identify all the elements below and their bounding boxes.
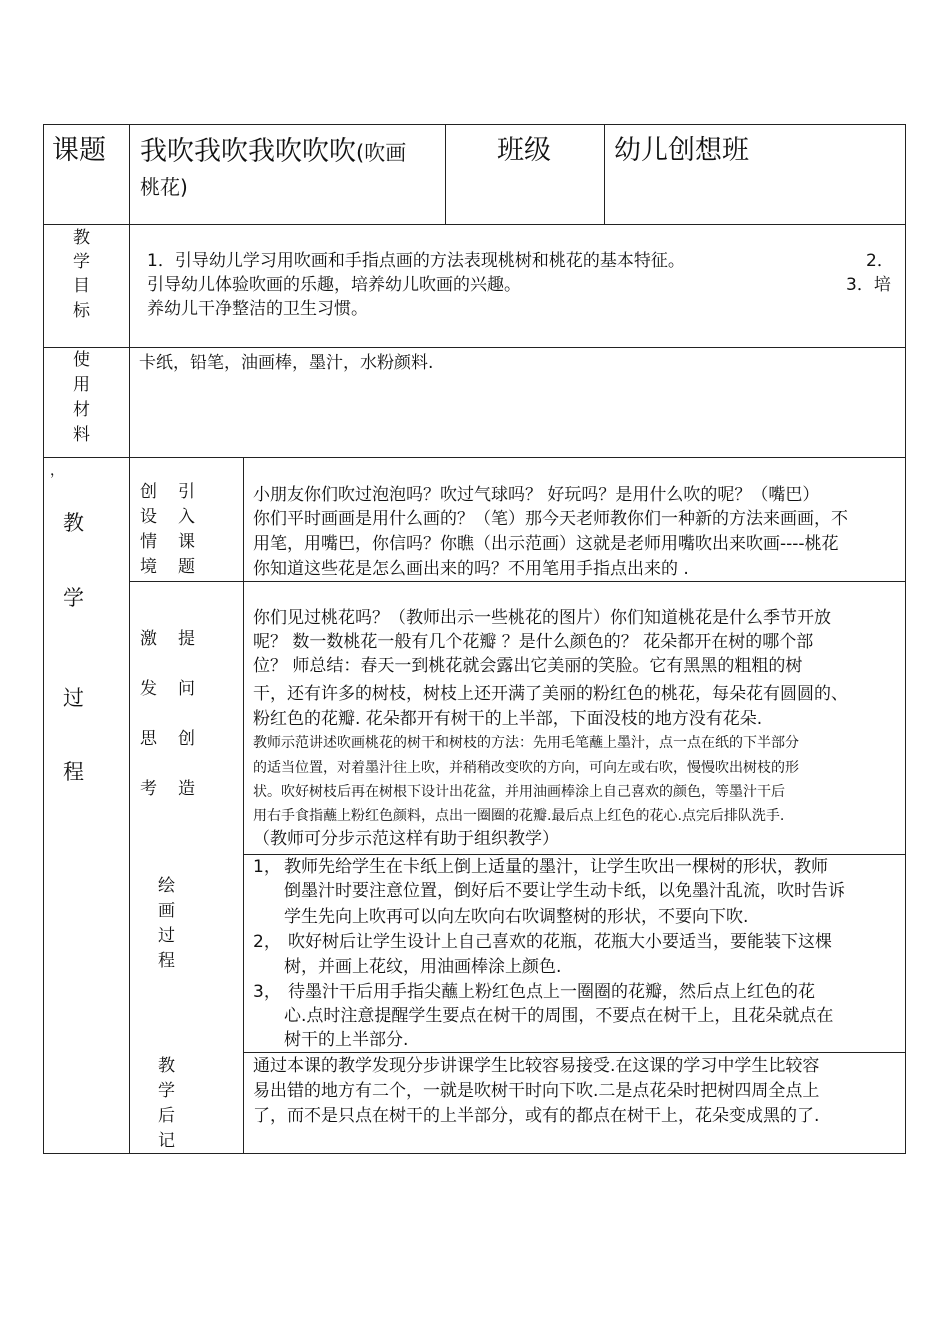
goal-2: 引导幼儿体验吹画的乐趣，培养幼儿吹画的兴趣。 bbox=[147, 275, 521, 295]
materials-text: 卡纸，铅笔，油画棒，墨汁，水粉颜料. bbox=[139, 353, 434, 373]
drawing-label-3: 过 bbox=[158, 926, 175, 946]
goals-label-1: 教 bbox=[73, 228, 90, 248]
reflection-line-2: 易出错的地方有二个，一就是吹树干时向下吹.二是点花朵时把树四周全点上 bbox=[253, 1081, 820, 1101]
goals-label-3: 目 bbox=[73, 276, 90, 296]
inspire-line-4: 干，还有许多的树枝，树枝上还开满了美丽的粉红色的桃花，每朵花有圆圆的、 bbox=[253, 684, 848, 704]
topic-title-line2: 桃花) bbox=[140, 175, 188, 199]
demo-line-4: 用右手食指蘸上粉红色颜料，点出一圈圈的花瓣.最后点上红色的花心.点完后排队洗手. bbox=[253, 808, 785, 824]
materials-label-2: 用 bbox=[73, 375, 90, 395]
step-3-line-3: 树干的上半部分. bbox=[284, 1030, 409, 1050]
topic-title-line1 bbox=[140, 138, 406, 165]
materials-label-4: 料 bbox=[73, 425, 90, 445]
drawing-label-4: 程 bbox=[158, 951, 175, 971]
materials-label-3: 材 bbox=[73, 400, 90, 420]
reflection-line-1: 通过本课的教学发现分步讲课学生比较容易接受.在这课的学习中学生比较容 bbox=[253, 1056, 820, 1076]
step-3-line-2: 心.点时注意提醒学生要点在树干的周围，不要点在树干上，且花朵就点在 bbox=[284, 1006, 834, 1026]
goals-label-4: 标 bbox=[73, 301, 90, 321]
class-label: 班级 bbox=[497, 135, 551, 166]
intro-line-4: 你知道这些花是怎么画出来的吗？不用笔用手指点出来的 . bbox=[253, 559, 689, 579]
intro-line-1: 小朋友你们吹过泡泡吗？吹过气球吗？ 好玩吗？是用什么吹的呢？（嘴巴） bbox=[253, 485, 820, 505]
intro-label-a2: 设 bbox=[140, 507, 157, 527]
intro-label-b3: 课 bbox=[178, 532, 195, 552]
inspire-label-b4: 造 bbox=[178, 779, 195, 799]
reflection-label-4: 记 bbox=[158, 1131, 175, 1151]
drawing-label-1: 绘 bbox=[158, 876, 175, 896]
process-label-2: 学 bbox=[63, 586, 84, 610]
inspire-line-1: 你们见过桃花吗？（教师出示一些桃花的图片）你们知道桃花是什么季节开放 bbox=[253, 608, 831, 628]
inspire-line-5: 粉红色的花瓣. 花朵都开有树干的上半部，下面没枝的地方没有花朵. bbox=[253, 709, 763, 729]
inspire-label-b2: 问 bbox=[178, 679, 195, 699]
intro-line-2: 你们平时画画是用什么画的？（笔）那今天老师教你们一种新的方法来画画，不 bbox=[253, 509, 848, 529]
step-1-line-3: 学生先向上吹再可以向左吹向右吹调整树的形状，不要向下吹. bbox=[284, 907, 749, 927]
demo-line-1: 教师示范讲述吹画桃花的树干和树枝的方法：先用毛笔蘸上墨汁，点一点在纸的下半部分 bbox=[253, 735, 799, 751]
inspire-line-3: 位？ 师总结：春天一到桃花就会露出它美丽的笑脸。它有黑黑的粗粗的树 bbox=[253, 656, 803, 676]
step-1-line-1: 教师先给学生在卡纸上倒上适量的墨汁，让学生吹出一棵树的形状，教师 bbox=[284, 857, 828, 877]
topic-label: 课题 bbox=[52, 135, 106, 166]
intro-label-b1: 引 bbox=[178, 482, 195, 502]
inspire-label-a4: 考 bbox=[140, 779, 157, 799]
process-label-4: 程 bbox=[63, 760, 84, 784]
process-label-3: 过 bbox=[63, 686, 84, 710]
inspire-label-b1: 提 bbox=[178, 629, 195, 649]
intro-line-3: 用笔，用嘴巴，你信吗？你瞧（出示范画）这就是老师用嘴吹出来吹画----桃花 bbox=[253, 534, 839, 554]
demo-note: （教师可分步示范这样有助于组织教学） bbox=[253, 829, 559, 849]
topic-title: 我吹我吹我吹吹吹 bbox=[140, 136, 356, 167]
process-label-1: 教 bbox=[63, 511, 84, 535]
intro-label-b4: 题 bbox=[178, 557, 195, 577]
step-2-number: 2， bbox=[253, 932, 281, 952]
topic-paren: (吹画 bbox=[356, 141, 407, 165]
intro-label-b2: 入 bbox=[178, 507, 195, 527]
inspire-line-2: 呢？ 数一数桃花一般有几个花瓣 ？是什么颜色的？ 花朵都开在树的哪个部 bbox=[253, 632, 814, 652]
reflection-line-3: 了，而不是只点在树干的上半部分，或有的都点在树干上，花朵变成黑的了. bbox=[253, 1106, 820, 1126]
class-value: 幼儿创想班 bbox=[614, 135, 749, 166]
demo-line-3: 状。吹好树枝后再在树根下设计出花盆，并用油画棒涂上自己喜欢的颜色，等墨汁干后 bbox=[253, 784, 785, 800]
inspire-label-a2: 发 bbox=[140, 679, 157, 699]
goal-3: 养幼儿干净整洁的卫生习惯。 bbox=[147, 299, 368, 319]
demo-line-2: 的适当位置，对着墨汁往上吹，并稍稍改变吹的方向，可向左或右吹，慢慢吹出树枝的形 bbox=[253, 760, 799, 776]
reflection-label-1: 教 bbox=[158, 1056, 175, 1076]
process-comma: ， bbox=[50, 463, 64, 479]
goal-3-number: 3．培 bbox=[846, 275, 891, 295]
goal-2-number: 2． bbox=[866, 251, 894, 271]
intro-label-a4: 境 bbox=[140, 557, 157, 577]
reflection-label-3: 后 bbox=[158, 1106, 175, 1126]
step-1-line-2: 倒墨汁时要注意位置，倒好后不要让学生动卡纸，以免墨汁乱流，吹时告诉 bbox=[284, 881, 845, 901]
inspire-label-b3: 创 bbox=[178, 729, 195, 749]
intro-label-a1: 创 bbox=[140, 482, 157, 502]
goal-1: 1．引导幼儿学习用吹画和手指点画的方法表现桃树和桃花的基本特征。 bbox=[147, 251, 685, 271]
step-2-line-2: 树，并画上花纹，用油画棒涂上颜色. bbox=[284, 957, 562, 977]
inspire-label-a3: 思 bbox=[140, 729, 157, 749]
step-3-line-1: 待墨汁干后用手指尖蘸上粉红色点上一圈圈的花瓣，然后点上红色的花 bbox=[288, 982, 815, 1002]
step-3-number: 3， bbox=[253, 982, 281, 1002]
reflection-label-2: 学 bbox=[158, 1081, 175, 1101]
goals-label-2: 学 bbox=[73, 252, 90, 272]
step-1-number: 1， bbox=[253, 857, 281, 877]
inspire-label-a1: 激 bbox=[140, 629, 157, 649]
materials-label-1: 使 bbox=[73, 350, 90, 370]
intro-label-a3: 情 bbox=[140, 532, 157, 552]
step-2-line-1: 吹好树后让学生设计上自己喜欢的花瓶，花瓶大小要适当，要能装下这棵 bbox=[288, 932, 832, 952]
drawing-label-2: 画 bbox=[158, 901, 175, 921]
